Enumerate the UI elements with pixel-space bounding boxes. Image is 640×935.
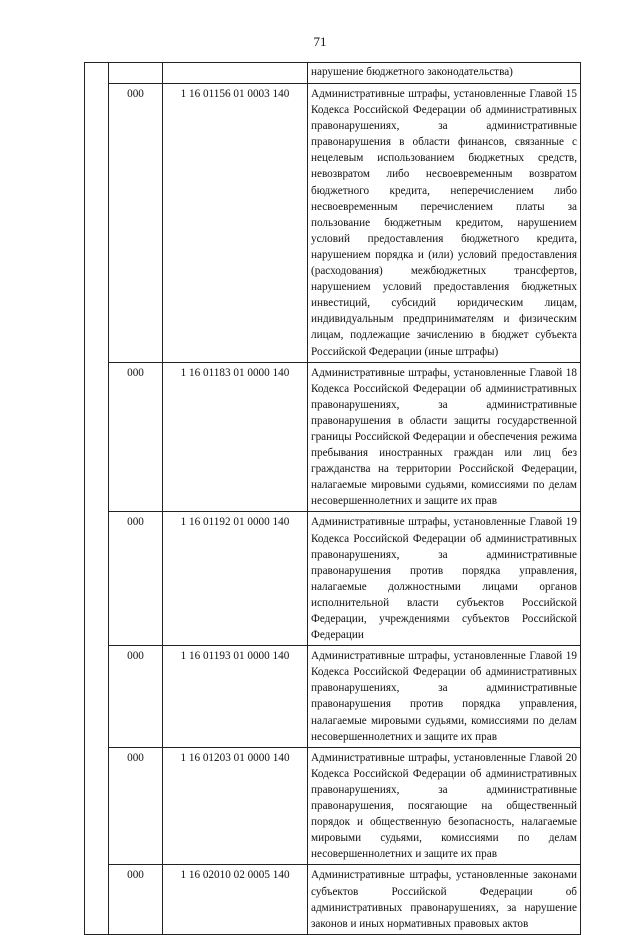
admin-code-cell: 000 — [109, 512, 163, 646]
description-cell: Административные штрафы, установленные законами субъектов Российской Федерации об административных правонарушениях, за нарушение законов и иных нормативных правовых актов — [308, 865, 581, 934]
description-cell: Административные штрафы, установленные Главой 19 Кодекса Российской Федерации об административных правонарушениях, за административные правонарушения против порядка управления, налагаемые должностными лицами органов исполнительной власти субъектов Российской Федерации, учреждениями субъектов Российской Федерации — [308, 512, 581, 646]
description-cell: Административные штрафы, установленные Главой 19 Кодекса Российской Федерации об административных правонарушениях, за административные правонарушения против порядка управления, налагаемые мировыми судьями, комиссиями по делам несовершеннолетних и защите их прав — [308, 646, 581, 748]
classification-code-cell: 1 16 01192 01 0000 140 — [163, 512, 308, 646]
table-row — [85, 84, 581, 363]
classification-code-cell: 1 16 01203 01 0000 140 — [163, 747, 308, 865]
description-cell: Административные штрафы, установленные Главой 18 Кодекса Российской Федерации об административных правонарушениях, за административные правонарушения в области защиты государственной границы Российской Федерации и обеспечения режима пребывания иностранных граждан или лиц без гражданства на территории Российской Федерации, налагаемые мировыми судьями, комиссиями по делам несовершеннолетних и защите их прав — [308, 362, 581, 512]
table-row-continuation — [85, 63, 581, 84]
classification-code-cell — [163, 63, 308, 84]
description-cell: Административные штрафы, установленные Главой 15 Кодекса Российской Федерации об административных правонарушениях, за административные правонарушения в области финансов, связанные с нецелевым использованием бюджетных средств, невозвратом либо несвоевременным возвратом бюджетного кредита, неперечислением либо несвоевременным перечислением платы за пользование бюджетным кредитом, нарушением условий предоставления бюджетного кредита, нарушением порядка и (или) условий предоставления (расходования) межбюджетных трансфертов, нарушением условий предоставления бюджетных инвестиций, субсидий юридическим лицам, индивидуальным предпринимателям и физическим лицам, подлежащие зачислению в бюджет субъекта Российской Федерации (иные штрафы) — [308, 84, 581, 363]
admin-code-cell — [109, 63, 163, 84]
classification-code-cell: 1 16 01156 01 0003 140 — [163, 84, 308, 363]
budget-classification-table — [84, 62, 581, 935]
page-number: 71 — [313, 34, 327, 49]
table-row — [85, 512, 581, 646]
table-row — [85, 747, 581, 865]
description-cell: нарушение бюджетного законодательства) — [308, 63, 581, 84]
classification-code-cell: 1 16 02010 02 0005 140 — [163, 865, 308, 934]
admin-code-cell: 000 — [109, 646, 163, 748]
classification-code-cell: 1 16 01193 01 0000 140 — [163, 646, 308, 748]
table-row — [85, 865, 581, 934]
table-row — [85, 646, 581, 748]
description-cell: Административные штрафы, установленные Главой 20 Кодекса Российской Федерации об административных правонарушениях, за административные правонарушения, посягающие на общественный порядок и общественную безопасность, налагаемые мировыми судьями, комиссиями по делам несовершеннолетних и защите их прав — [308, 747, 581, 865]
classification-code-cell: 1 16 01183 01 0000 140 — [163, 362, 308, 512]
admin-code-cell: 000 — [109, 362, 163, 512]
blank-first-column-cell — [85, 63, 109, 935]
admin-code-cell: 000 — [109, 747, 163, 865]
admin-code-cell: 000 — [109, 84, 163, 363]
admin-code-cell: 000 — [109, 865, 163, 934]
table-row — [85, 362, 581, 512]
